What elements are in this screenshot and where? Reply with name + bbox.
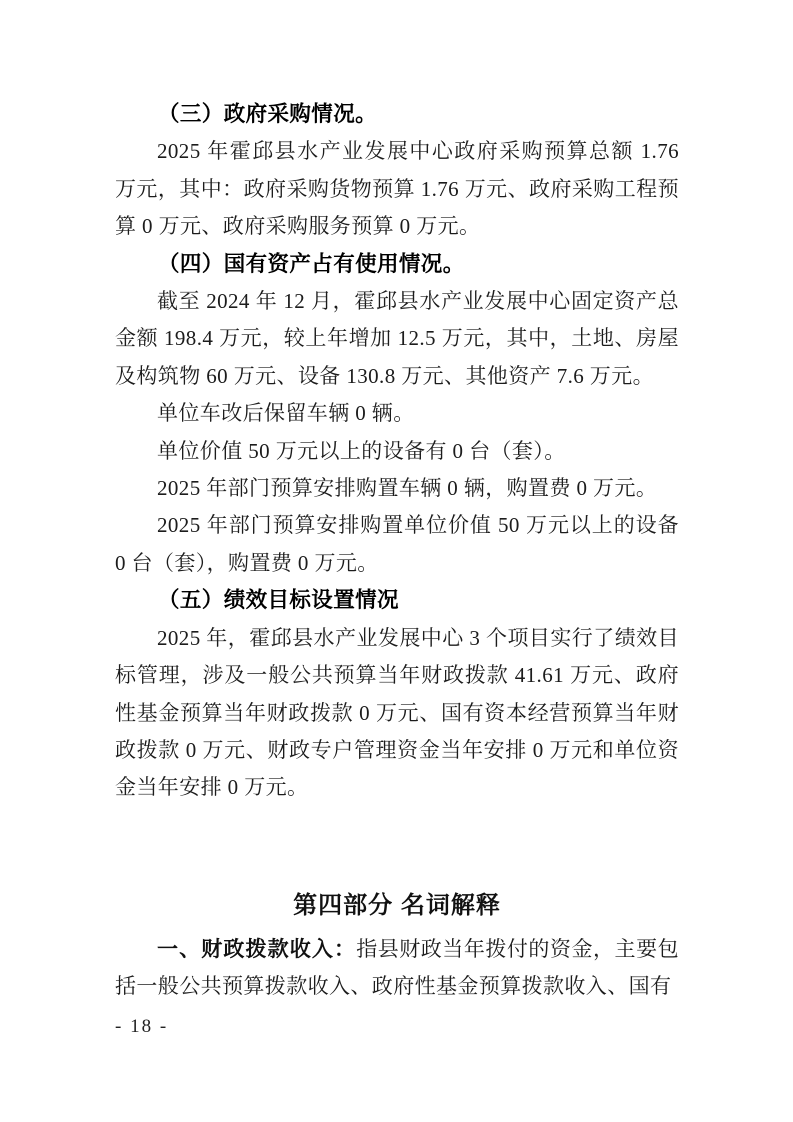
para-equipment-over-50: 单位价值 50 万元以上的设备有 0 台（套）。 [157,438,566,463]
para-retained-vehicles: 单位车改后保留车辆 0 辆。 [157,401,415,426]
para-fixed-assets: 截至 2024 年 12 月，霍邱县水产业发展中心固定资产总金额 198.4 万元，较上年增加 12.5 万元，其中，土地、房屋及构筑物 60 万元、设备 130.8 万元、其他资产 7.6 万元。 [115,289,679,388]
para-budget-equipment-purchase: 2025 年部门预算安排购置单位价值 50 万元以上的设备 0 台（套），购置费 0 万元。 [115,513,679,575]
definition-term-label: 一、财政拨款收入： [157,937,357,961]
heading-state-owned-assets: （四）国有资产占有使用情况。 [158,251,465,276]
part4-title: 第四部分 名词解释 [293,891,501,919]
document-body [115,96,679,1006]
para-government-procurement: 2025 年霍邱县水产业发展中心政府采购预算总额 1.76 万元，其中：政府采购货物预算 1.76 万元、政府采购工程预算 0 万元、政府采购服务预算 0 万元。 [115,139,679,239]
definition-term-text: 指县财政当年拨付的资金，主要包括一般公共预算拨款收入、政府性基金预算拨款收入、国有 [115,936,680,999]
heading-government-procurement: （三）政府采购情况。 [158,102,378,126]
para-budget-vehicle-purchase: 2025 年部门预算安排购置车辆 0 辆，购置费 0 万元。 [157,476,658,501]
para-performance-targets: 2025 年，霍邱县水产业发展中心 3 个项目实行了绩效目标管理，涉及一般公共预算当年财政拨款 41.61 万元、政府性基金预算当年财政拨款 0 万元、国有资本经营预算当年财政拨款 0 万元、财政专户管理资金当年安排 0 万元和单位资金当年安排 0 万元。 [115,625,679,800]
heading-performance-targets: （五）绩效目标设置情况 [158,588,399,613]
page-number: - 18 - [115,1016,169,1037]
para-definition-fiscal-appropriation [115,931,679,1006]
